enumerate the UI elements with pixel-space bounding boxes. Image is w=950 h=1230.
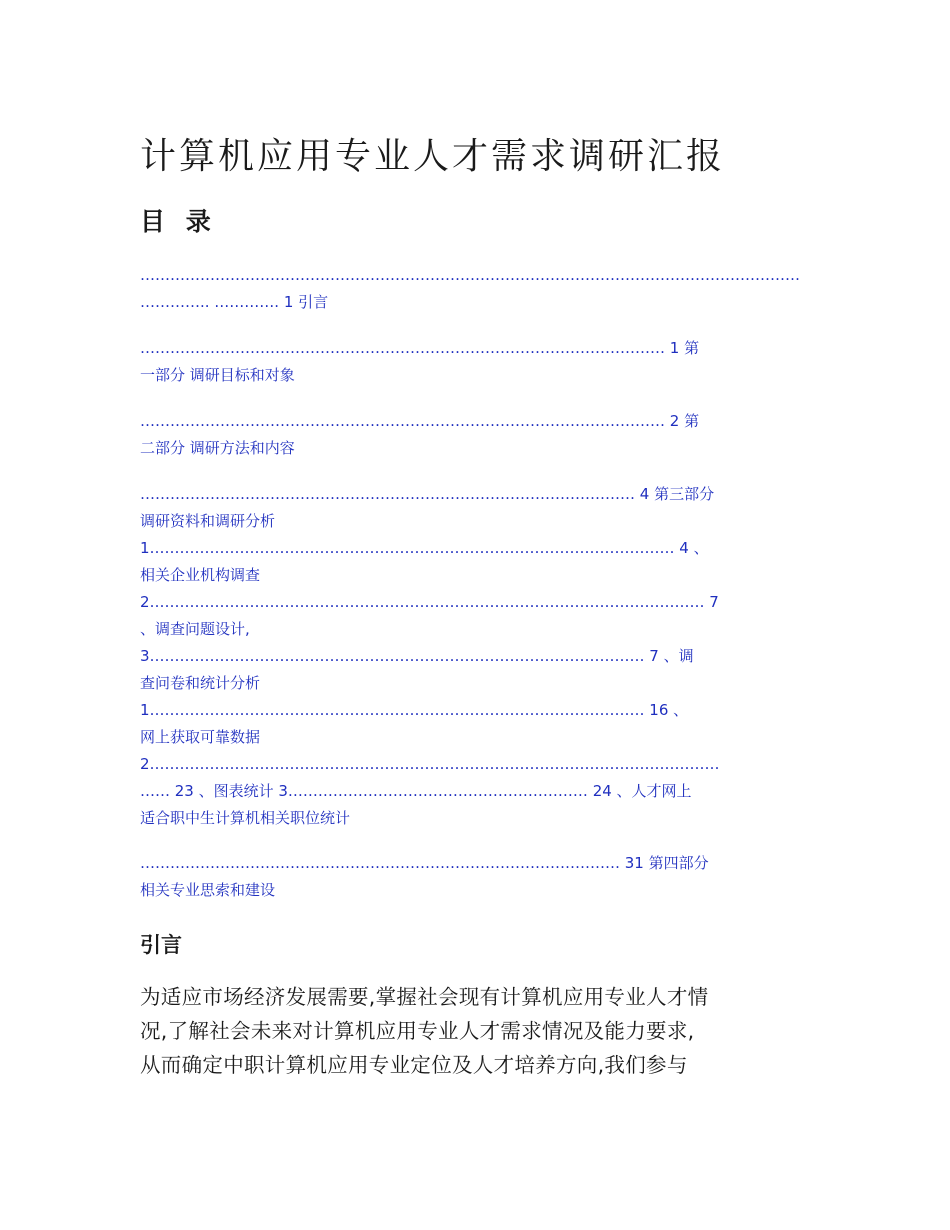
paragraph-line: 况,了解社会未来对计算机应用专业人才需求情况及能力要求, xyxy=(140,1019,695,1043)
intro-paragraph xyxy=(140,980,810,1082)
toc-entry[interactable]: 2…………………………………………………………………………………………………… xyxy=(140,755,720,773)
toc-entry[interactable]: 1……………………………………………………………………………………… 16 、 xyxy=(140,701,689,719)
toc-entry[interactable]: 一部分 调研目标和对象 xyxy=(140,366,295,384)
paragraph-line: 为适应市场经济发展需要,掌握社会现有计算机应用专业人才情 xyxy=(140,985,709,1009)
toc-entry[interactable]: 二部分 调研方法和内容 xyxy=(140,439,295,457)
toc-entry[interactable]: …………………………………………………………………………………… 31 第四部分 xyxy=(140,854,709,872)
document-title: 计算机应用专业人才需求调研汇报 xyxy=(140,136,726,177)
toc-heading: 目 录 xyxy=(140,207,211,236)
toc-entry[interactable]: 相关企业机构调查 xyxy=(140,566,261,584)
toc-entry[interactable]: …………………………………………………………………………………………………………………… xyxy=(140,266,800,284)
toc-entry[interactable]: 1…………………………………………………………………………………………… 4 、 xyxy=(140,539,709,557)
toc-entry[interactable]: …………………………………………………………………………………………… 1 第 xyxy=(140,339,700,357)
toc-entry[interactable]: 相关专业思索和建设 xyxy=(140,881,276,899)
paragraph-line: 从而确定中职计算机应用专业定位及人才培养方向,我们参与 xyxy=(140,1053,688,1077)
toc-entry[interactable]: 3……………………………………………………………………………………… 7 、调 xyxy=(140,647,694,665)
toc-entry[interactable]: …………………………………………………………………………………………… 2 第 xyxy=(140,412,700,430)
toc-entry[interactable]: 2………………………………………………………………………………………………… 7 xyxy=(140,593,719,611)
toc-entry[interactable]: 查问卷和统计分析 xyxy=(140,674,261,692)
toc-entry[interactable]: …… 23 、图表统计 3…………………………………………………… 24 、人才网上 xyxy=(140,782,692,800)
toc-entry[interactable]: 调研资料和调研分析 xyxy=(140,512,276,530)
toc-entry[interactable]: 、调查问题设计, xyxy=(140,620,250,638)
toc-entry[interactable]: ……………………………………………………………………………………… 4 第三部分 xyxy=(140,485,715,503)
section-heading-intro: 引言 xyxy=(140,933,182,957)
toc-entry[interactable]: 适合职中生计算机相关职位统计 xyxy=(140,809,351,827)
toc-entry[interactable]: 网上获取可靠数据 xyxy=(140,728,261,746)
toc-entry[interactable]: ………….. …………. 1 引言 xyxy=(140,293,329,311)
